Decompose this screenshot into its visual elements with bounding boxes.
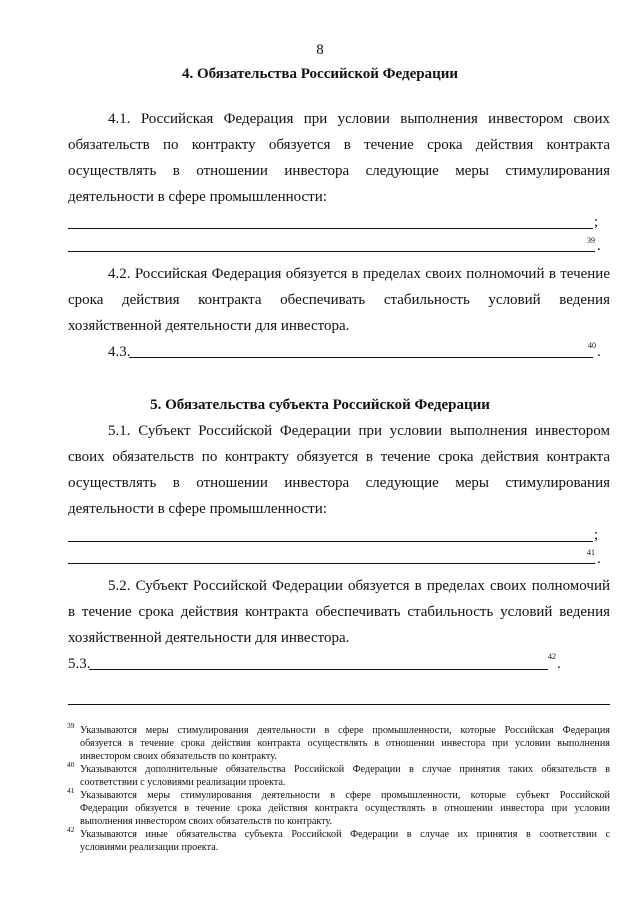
footnote-ref-41: 41 [587, 548, 595, 557]
period: . [597, 238, 601, 254]
footnote-40-line: Указываются дополнительные обязательства Российской Федерации в случае принятия таких обязательств в [80, 764, 610, 775]
fill-in-line [89, 669, 548, 670]
footnote-42-line: условиями реализации проекта. [80, 842, 219, 853]
paragraph-5-1-line: своих обязательств по контракту обязуется в течение срока действия контракта [68, 449, 610, 465]
paragraph-5-2-line: 5.2. Субъект Российской Федерации обязуется в пределах своих полномочий [108, 578, 610, 594]
paragraph-5-1-line: деятельности в сфере промышленности: [68, 501, 327, 517]
paragraph-5-2-line: в течение срока действия контракта обеспечивать стабильность условий ведения [68, 604, 610, 620]
fill-in-line [68, 563, 595, 564]
paragraph-4-1-line: осуществлять в отношении инвестора следующие меры стимулирования [68, 163, 610, 179]
section-4-title: 4. Обязательства Российской Федерации [181, 66, 459, 82]
footnote-mark-40: 40 [67, 760, 75, 769]
footnote-ref-40: 40 [588, 341, 596, 350]
footnote-mark-42: 42 [67, 825, 75, 834]
footnote-42-line: Указываются иные обязательства субъекта Российской Федерации в случае их принятия в соответствии с [80, 829, 610, 840]
footnote-39-line: Указываются меры стимулирования деятельности в сфере промышленности, которые Российская Федерация [80, 725, 610, 736]
paragraph-4-1-line: 4.1. Российская Федерация при условии выполнения инвестором своих [108, 111, 610, 127]
footnote-41-line: Указываются меры стимулирования деятельности в сфере промышленности, которые субъект Российской [80, 790, 610, 801]
footnote-41-line: выполнения инвестором своих обязательств по контракту. [80, 816, 333, 827]
period: . [597, 344, 601, 360]
footnote-40-line: соответствии с условиями реализации проекта. [80, 777, 286, 788]
footnote-ref-42: 42 [548, 652, 556, 661]
fill-in-line [68, 251, 595, 252]
period: . [597, 551, 601, 567]
period: . [557, 656, 561, 672]
semicolon: ; [594, 527, 599, 543]
paragraph-5-2-line: хозяйственной деятельности для инвестора. [68, 630, 350, 646]
paragraph-5-1-line: 5.1. Субъект Российской Федерации при условии выполнения инвестором [108, 423, 610, 439]
fill-in-line [129, 357, 593, 358]
section-5-title: 5. Обязательства субъекта Российской Федерации [150, 397, 490, 413]
paragraph-4-3-label: 4.3. [108, 344, 131, 360]
footnote-mark-41: 41 [67, 786, 75, 795]
paragraph-4-2-line: 4.2. Российская Федерация обязуется в пределах своих полномочий в течение [108, 266, 610, 282]
page-number: 8 [316, 42, 324, 58]
paragraph-4-2-line: срока действия контракта обеспечивать стабильность условий ведения [68, 292, 610, 308]
paragraph-4-1-line: деятельности в сфере промышленности: [68, 189, 327, 205]
fill-in-line [68, 541, 593, 542]
paragraph-4-1-line: обязательств по контракту обязуется в течение срока действия контракта [68, 137, 610, 153]
footnote-mark-39: 39 [67, 721, 75, 730]
footnote-39-line: обязуется в течение срока действия контракта осуществлять в отношении инвестора при условии выполнения [80, 738, 610, 749]
footnote-39-line: инвестором своих обязательств по контракту. [80, 751, 277, 762]
footnote-ref-39: 39 [587, 236, 595, 245]
paragraph-4-2-line: хозяйственной деятельности для инвестора. [68, 318, 350, 334]
paragraph-5-3-label: 5.3. [68, 656, 91, 672]
semicolon: ; [594, 214, 599, 230]
fill-in-line [68, 228, 593, 229]
footnote-separator [68, 704, 610, 705]
paragraph-5-1-line: осуществлять в отношении инвестора следующие меры стимулирования [68, 475, 610, 491]
footnote-41-line: Федерации обязуется в течение срока действия контракта осуществлять в отношении инвестора при условии [80, 803, 610, 814]
